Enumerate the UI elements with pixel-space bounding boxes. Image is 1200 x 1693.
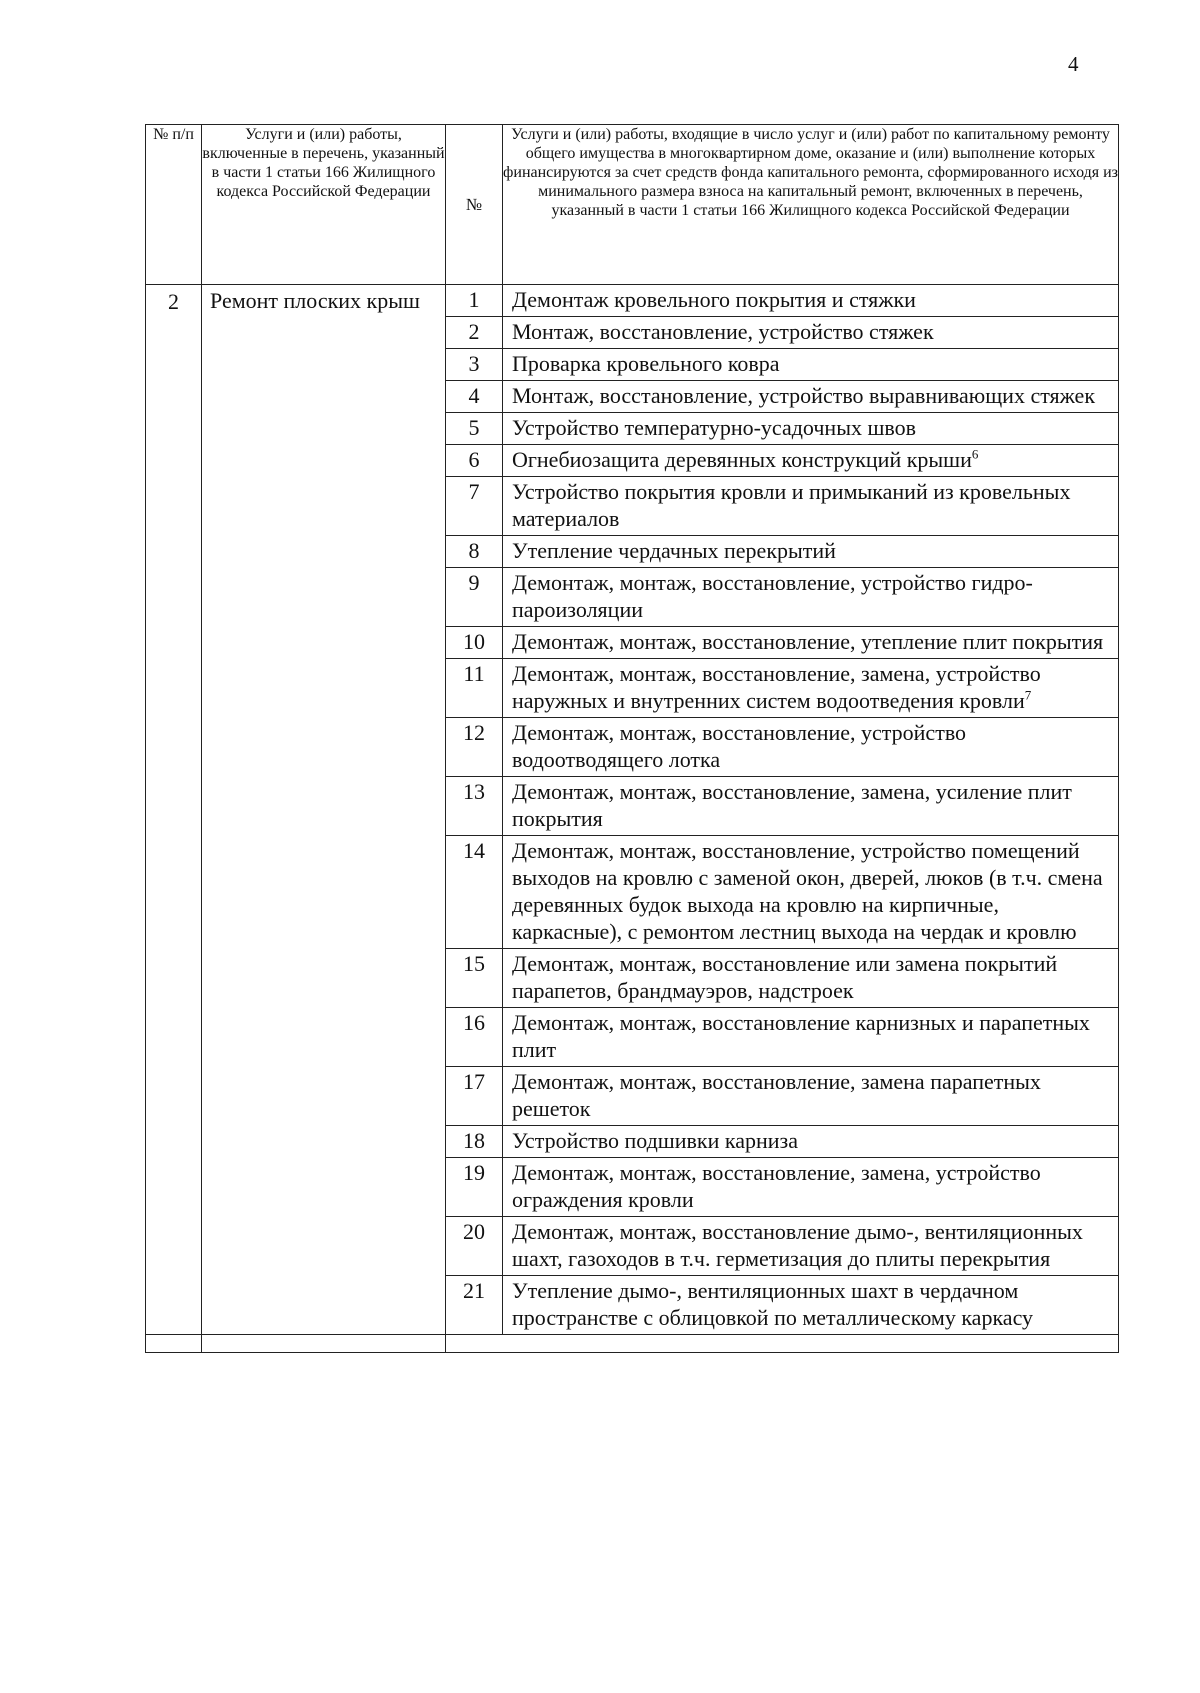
item-number: 5 xyxy=(446,413,503,445)
item-text-cell xyxy=(503,317,1119,349)
footnote-marker: 7 xyxy=(1024,687,1032,703)
item-number: 8 xyxy=(446,536,503,568)
header-num: № xyxy=(446,125,503,285)
item-text-cell xyxy=(503,1158,1119,1217)
item-text-cell xyxy=(503,718,1119,777)
item-text-cell xyxy=(503,949,1119,1008)
item-text: Устройство покрытия кровли и примыканий из кровельных материалов xyxy=(512,479,1071,531)
item-number: 18 xyxy=(446,1126,503,1158)
item-text: Демонтаж кровельного покрытия и стяжки xyxy=(512,287,916,312)
item-number: 4 xyxy=(446,381,503,413)
item-number: 16 xyxy=(446,1008,503,1067)
item-text-cell xyxy=(503,627,1119,659)
table-bottom-fill xyxy=(146,1335,1119,1353)
item-text: Демонтаж, монтаж, восстановление, замена, устройство ограждения кровли xyxy=(512,1160,1041,1212)
header-service: Услуги и (или) работы, включенные в перечень, указанный в части 1 статьи 166 Жилищного кодекса Российской Федерации xyxy=(202,125,446,285)
item-text-cell xyxy=(503,1126,1119,1158)
item-text-cell xyxy=(503,1276,1119,1335)
header-work: Услуги и (или) работы, входящие в число услуг и (или) работ по капитальному ремонту общего имущества в многоквартирном доме, оказание и (или) выполнение которых финансируются за счет средств фонда капитального ремонта, сформированного исходя из минимального размера взноса на капитальный ремонт, включенных в перечень, указанный в части 1 статьи 166 Жилищного кодекса Российской Федерации xyxy=(503,125,1119,285)
filler-cell xyxy=(446,1335,1119,1353)
item-text: Устройство температурно-усадочных швов xyxy=(512,415,917,440)
item-text-cell xyxy=(503,285,1119,317)
item-text-cell xyxy=(503,1067,1119,1126)
table-body xyxy=(146,285,1119,1353)
filler-cell xyxy=(202,1335,446,1353)
item-text: Демонтаж, монтаж, восстановление, устройство водоотводящего лотка xyxy=(512,720,967,772)
works-table xyxy=(145,124,1119,1353)
header-np: № п/п xyxy=(146,125,202,285)
footnote-marker: 6 xyxy=(971,446,979,462)
item-number: 1 xyxy=(446,285,503,317)
item-text-cell xyxy=(503,536,1119,568)
item-number: 20 xyxy=(446,1217,503,1276)
item-text: Демонтаж, монтаж, восстановление, устройство гидро-пароизоляции xyxy=(512,570,1033,622)
item-number: 19 xyxy=(446,1158,503,1217)
item-text: Проварка кровельного ковра xyxy=(512,351,780,376)
item-number: 15 xyxy=(446,949,503,1008)
item-number: 17 xyxy=(446,1067,503,1126)
item-number: 10 xyxy=(446,627,503,659)
filler-cell xyxy=(146,1335,202,1353)
item-number: 21 xyxy=(446,1276,503,1335)
item-text: Демонтаж, монтаж, восстановление, замена парапетных решеток xyxy=(512,1069,1041,1121)
item-text: Монтаж, восстановление, устройство выравнивающих стяжек xyxy=(512,383,1096,408)
item-number: 3 xyxy=(446,349,503,381)
table-header-row xyxy=(146,125,1119,285)
item-text: Демонтаж, монтаж, восстановление дымо-, вентиляционных шахт, газоходов в т.ч. герметизация до плиты перекрытия xyxy=(512,1219,1083,1271)
item-text: Демонтаж, монтаж, восстановление или замена покрытий парапетов, брандмауэров, надстроек xyxy=(512,951,1058,1003)
item-text: Демонтаж, монтаж, восстановление, замена, устройство наружных и внутренних систем водоотведения кровли xyxy=(512,661,1041,713)
item-number: 13 xyxy=(446,777,503,836)
item-text: Демонтаж, монтаж, восстановление, устройство помещений выходов на кровлю с заменой окон, дверей, люков (в т.ч. смена деревянных будок выхода на кровлю на кирпичные, каркасные), с ремонтом лестниц выхода на чердак и кровлю xyxy=(512,838,1103,944)
item-number: 2 xyxy=(446,317,503,349)
item-text-cell xyxy=(503,381,1119,413)
page-number: 4 xyxy=(1068,52,1079,76)
item-number: 14 xyxy=(446,836,503,949)
item-text: Устройство подшивки карниза xyxy=(512,1128,798,1153)
item-text-cell xyxy=(503,1217,1119,1276)
group-service: Ремонт плоских крыш xyxy=(202,285,446,1335)
item-text: Демонтаж, монтаж, восстановление карнизных и парапетных плит xyxy=(512,1010,1090,1062)
item-text-cell xyxy=(503,568,1119,627)
item-text: Демонтаж, монтаж, восстановление, утепление плит покрытия xyxy=(512,629,1104,654)
item-text-cell xyxy=(503,777,1119,836)
item-text: Демонтаж, монтаж, восстановление, замена, усиление плит покрытия xyxy=(512,779,1072,831)
item-number: 9 xyxy=(446,568,503,627)
item-number: 6 xyxy=(446,445,503,477)
item-text-cell xyxy=(503,413,1119,445)
item-text: Утепление чердачных перекрытий xyxy=(512,538,836,563)
item-number: 12 xyxy=(446,718,503,777)
item-text: Утепление дымо-, вентиляционных шахт в чердачном пространстве с облицовкой по металлическому каркасу xyxy=(512,1278,1034,1330)
item-text-cell xyxy=(503,836,1119,949)
item-text-cell xyxy=(503,349,1119,381)
table-row xyxy=(146,285,1119,317)
item-text-cell xyxy=(503,445,1119,477)
group-np: 2 xyxy=(146,285,202,1335)
item-number: 7 xyxy=(446,477,503,536)
item-text: Монтаж, восстановление, устройство стяжек xyxy=(512,319,934,344)
item-text-cell xyxy=(503,477,1119,536)
item-number: 11 xyxy=(446,659,503,718)
item-text-cell xyxy=(503,1008,1119,1067)
item-text: Огнебиозащита деревянных конструкций крыши xyxy=(512,447,972,472)
item-text-cell xyxy=(503,659,1119,718)
